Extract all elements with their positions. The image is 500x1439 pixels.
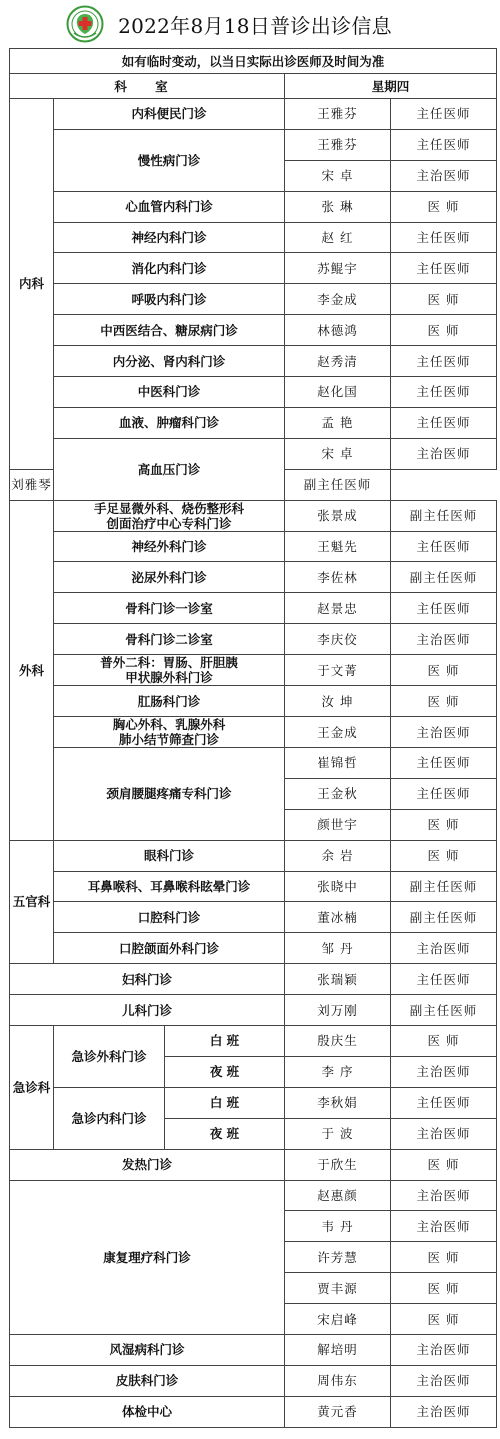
clinic-name: 神经外科门诊 (54, 531, 285, 562)
clinic-name: 眼科门诊 (54, 840, 285, 871)
doctor-name: 颜世宇 (285, 809, 391, 840)
doctor-name: 张 琳 (285, 191, 391, 222)
clinic-name: 慢性病门诊 (54, 129, 285, 191)
doctor-name: 董冰楠 (285, 902, 391, 933)
clinic-name: 中医科门诊 (54, 377, 285, 408)
clinic-name: 皮肤科门诊 (10, 1365, 285, 1396)
shift-label: 白 班 (165, 1026, 285, 1057)
doctor-title: 主任医师 (391, 253, 497, 284)
table-row (10, 284, 497, 315)
doctor-name: 王金成 (285, 717, 391, 748)
table-row (10, 1149, 497, 1180)
shift-label: 夜 班 (165, 1118, 285, 1149)
clinic-name: 儿科门诊 (10, 995, 285, 1026)
clinic-name: 骨科门诊一诊室 (54, 593, 285, 624)
doctor-title: 医 师 (391, 840, 497, 871)
doctor-title: 主治医师 (391, 438, 497, 469)
clinic-name: 手足显微外科、烧伤整形科 创面治疗中心专科门诊 (54, 500, 285, 531)
doctor-title: 主治医师 (391, 717, 497, 748)
doctor-name: 赵 红 (285, 222, 391, 253)
table-row (10, 748, 497, 779)
clinic-name: 内科便民门诊 (54, 99, 285, 130)
doctor-title: 主治医师 (391, 1056, 497, 1087)
doctor-title: 主任医师 (391, 748, 497, 779)
column-header-department: 科 室 (10, 74, 285, 99)
doctor-title: 主任医师 (391, 1087, 497, 1118)
doctor-name: 于欣生 (285, 1149, 391, 1180)
doctor-name: 孟 艳 (285, 407, 391, 438)
table-row (10, 531, 497, 562)
table-row (10, 253, 497, 284)
table-row (10, 129, 497, 160)
column-header-thursday: 星期四 (285, 74, 497, 99)
clinic-name: 普外二科：胃肠、肝胆胰 甲状腺外科门诊 (54, 655, 285, 686)
clinic-name: 耳鼻喉科、耳鼻喉科眩晕门诊 (54, 871, 285, 902)
clinic-name: 妇科门诊 (10, 964, 285, 995)
doctor-title: 主治医师 (391, 624, 497, 655)
table-row (10, 562, 497, 593)
department-group: 内科 (10, 99, 54, 470)
clinic-name: 神经内科门诊 (54, 222, 285, 253)
doctor-name: 许芳慧 (285, 1242, 391, 1273)
doctor-name: 林德鸿 (285, 315, 391, 346)
doctor-name: 贾丰源 (285, 1273, 391, 1304)
doctor-name: 周伟东 (285, 1365, 391, 1396)
doctor-name: 邹 丹 (285, 933, 391, 964)
table-row (10, 377, 497, 408)
table-row (10, 346, 497, 377)
table-row (10, 1365, 497, 1396)
page-title: 2022年8月18日普诊出诊信息 (118, 14, 392, 38)
doctor-name: 张晓中 (285, 871, 391, 902)
notice-row (10, 49, 497, 74)
doctor-name: 王金秋 (285, 778, 391, 809)
clinic-name: 泌尿外科门诊 (54, 562, 285, 593)
doctor-name: 张瑞颖 (285, 964, 391, 995)
doctor-title: 主任医师 (391, 346, 497, 377)
doctor-name: 李秋娟 (285, 1087, 391, 1118)
clinic-name: 骨科门诊二诊室 (54, 624, 285, 655)
clinic-name: 急诊内科门诊 (54, 1087, 165, 1149)
doctor-name: 张景成 (285, 500, 391, 531)
doctor-name: 赵秀清 (285, 346, 391, 377)
doctor-title: 医 师 (391, 809, 497, 840)
table-row (10, 1087, 497, 1118)
doctor-name: 李佐林 (285, 562, 391, 593)
table-row (10, 99, 497, 130)
doctor-name: 王魁先 (285, 531, 391, 562)
doctor-name: 殷庆生 (285, 1026, 391, 1057)
doctor-title: 副主任医师 (391, 995, 497, 1026)
doctor-title: 医 师 (391, 1304, 497, 1335)
table-row (10, 933, 497, 964)
clinic-name: 急诊外科门诊 (54, 1026, 165, 1088)
department-group: 急诊科 (10, 1026, 54, 1150)
clinic-name: 消化内科门诊 (54, 253, 285, 284)
doctor-title: 主治医师 (391, 933, 497, 964)
doctor-title: 主治医师 (391, 1334, 497, 1365)
doctor-name: 韦 丹 (285, 1211, 391, 1242)
clinic-name: 心血管内科门诊 (54, 191, 285, 222)
doctor-title: 主任医师 (391, 99, 497, 130)
doctor-title: 副主任医师 (391, 562, 497, 593)
doctor-name: 宋 卓 (285, 438, 391, 469)
doctor-title: 主任医师 (391, 593, 497, 624)
doctor-name: 苏鲲宇 (285, 253, 391, 284)
doctor-name: 余 岩 (285, 840, 391, 871)
doctor-title: 主治医师 (391, 1396, 497, 1427)
doctor-title: 主治医师 (391, 1211, 497, 1242)
table-row (10, 655, 497, 686)
table-row (10, 871, 497, 902)
doctor-title: 主治医师 (391, 1118, 497, 1149)
table-row (10, 222, 497, 253)
doctor-title: 医 师 (391, 284, 497, 315)
doctor-name: 王雅芬 (285, 129, 391, 160)
table-row (10, 407, 497, 438)
doctor-title: 主任医师 (391, 377, 497, 408)
table-row (10, 1026, 497, 1057)
doctor-name: 赵景忠 (285, 593, 391, 624)
clinic-name: 康复理疗科门诊 (10, 1180, 285, 1334)
doctor-title: 主任医师 (391, 531, 497, 562)
doctor-name: 宋启峰 (285, 1304, 391, 1335)
doctor-title: 医 师 (391, 655, 497, 686)
doctor-title: 医 师 (391, 1242, 497, 1273)
clinic-name: 风湿病科门诊 (10, 1334, 285, 1365)
clinic-name: 口腔科门诊 (54, 902, 285, 933)
doctor-title: 医 师 (391, 191, 497, 222)
table-row (10, 1180, 497, 1211)
doctor-title: 医 师 (391, 686, 497, 717)
doctor-title: 主任医师 (391, 222, 497, 253)
clinic-name: 体检中心 (10, 1396, 285, 1427)
clinic-name: 口腔颌面外科门诊 (54, 933, 285, 964)
clinic-name: 颈肩腰腿疼痛专科门诊 (54, 748, 285, 841)
shift-label: 夜 班 (165, 1056, 285, 1087)
doctor-name: 黄元香 (285, 1396, 391, 1427)
table-row (10, 995, 497, 1026)
clinic-name: 肛肠科门诊 (54, 686, 285, 717)
clinic-name: 胸心外科、乳腺外科 肺小结节筛查门诊 (54, 717, 285, 748)
doctor-name: 汝 坤 (285, 686, 391, 717)
doctor-title: 主治医师 (391, 160, 497, 191)
clinic-name: 血液、肿瘤科门诊 (54, 407, 285, 438)
doctor-name: 于 波 (285, 1118, 391, 1149)
doctor-name: 崔锦哲 (285, 748, 391, 779)
doctor-title: 主治医师 (391, 1180, 497, 1211)
doctor-name: 赵化国 (285, 377, 391, 408)
doctor-name: 王雅芬 (285, 99, 391, 130)
department-group: 外科 (10, 500, 54, 840)
doctor-name: 李庆佼 (285, 624, 391, 655)
doctor-title: 主任医师 (391, 407, 497, 438)
clinic-name: 中西医结合、糖尿病门诊 (54, 315, 285, 346)
clinic-name: 内分泌、肾内科门诊 (54, 346, 285, 377)
doctor-title: 医 师 (391, 315, 497, 346)
doctor-name: 刘雅琴 (10, 469, 54, 500)
doctor-title: 主任医师 (391, 964, 497, 995)
doctor-title: 主任医师 (391, 129, 497, 160)
doctor-title: 医 师 (391, 1026, 497, 1057)
table-row (10, 593, 497, 624)
doctor-title: 主治医师 (391, 1365, 497, 1396)
doctor-name: 解培明 (285, 1334, 391, 1365)
clinic-name: 发热门诊 (10, 1149, 285, 1180)
table-row (10, 191, 497, 222)
table-row (10, 315, 497, 346)
doctor-title: 副主任医师 (391, 500, 497, 531)
doctor-name: 赵惠颜 (285, 1180, 391, 1211)
clinic-name: 呼吸内科门诊 (54, 284, 285, 315)
schedule-table (9, 48, 497, 1428)
table-row (10, 1334, 497, 1365)
table-row (10, 717, 497, 748)
doctor-title: 主任医师 (391, 778, 497, 809)
table-row (10, 902, 497, 933)
table-row (10, 438, 497, 469)
header-row (10, 74, 497, 99)
table-row (10, 840, 497, 871)
doctor-name: 于文菁 (285, 655, 391, 686)
doctor-title: 副主任医师 (391, 871, 497, 902)
doctor-name: 宋 卓 (285, 160, 391, 191)
doctor-title: 副主任医师 (285, 469, 391, 500)
doctor-title: 医 师 (391, 1273, 497, 1304)
table-row (10, 686, 497, 717)
table-row (10, 1396, 497, 1427)
doctor-title: 副主任医师 (391, 902, 497, 933)
table-row (10, 500, 497, 531)
header (0, 0, 500, 48)
doctor-name: 李金成 (285, 284, 391, 315)
shift-label: 白 班 (165, 1087, 285, 1118)
clinic-name: 高血压门诊 (54, 438, 285, 500)
doctor-name: 李 序 (285, 1056, 391, 1087)
department-group: 五官科 (10, 840, 54, 964)
doctor-name: 刘万刚 (285, 995, 391, 1026)
table-row (10, 624, 497, 655)
notice-text: 如有临时变动，以当日实际出诊医师及时间为准 (10, 49, 497, 74)
table-row (10, 964, 497, 995)
doctor-title: 医 师 (391, 1149, 497, 1180)
